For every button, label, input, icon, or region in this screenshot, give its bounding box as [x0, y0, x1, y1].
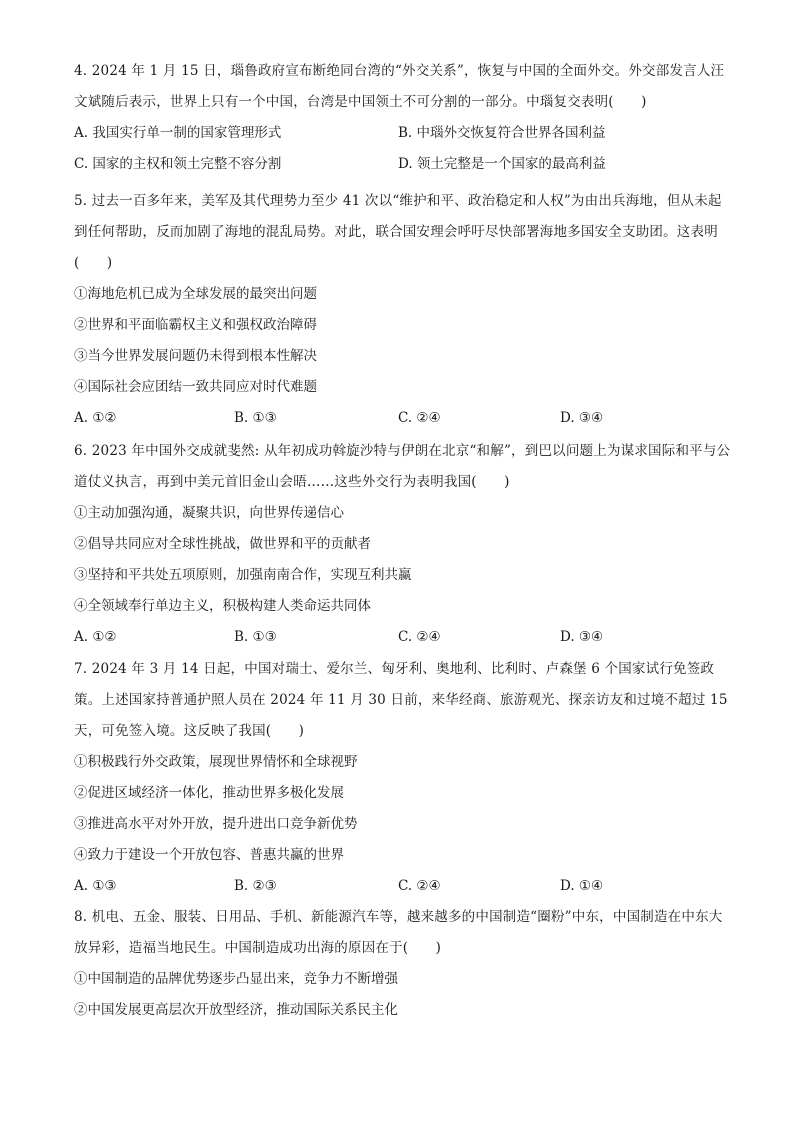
question-5-item-3: ③当今世界发展问题仍未得到根本性解决 — [74, 348, 317, 364]
question-4-option-b[interactable]: B. 中瑙外交恢复符合世界各国利益 — [398, 125, 606, 141]
question-5-item-4: ④国际社会应团结一致共同应对时代难题 — [74, 379, 317, 395]
question-7-item-2: ②促进区域经济一体化，推动世界多极化发展 — [74, 785, 344, 801]
question-8-item-2: ②中国发展更高层次开放型经济，推动国际关系民主化 — [74, 1002, 398, 1018]
question-7-options — [74, 871, 734, 902]
question-4 — [74, 56, 734, 180]
question-6-item-1: ①主动加强沟通，凝聚共识，向世界传递信心 — [74, 505, 344, 521]
question-7-option-c[interactable]: C. ②④ — [398, 878, 441, 894]
question-6-options — [74, 622, 734, 653]
question-4-options-row-1 — [74, 118, 734, 149]
question-5-option-a[interactable]: A. ①② — [74, 410, 117, 426]
question-7-option-d[interactable]: D. ①④ — [560, 878, 604, 894]
question-8 — [74, 902, 734, 1026]
question-7-item-3: ③推进高水平对外开放，提升进出口竞争新优势 — [74, 816, 358, 832]
question-4-option-d[interactable]: D. 领土完整是一个国家的最高利益 — [398, 156, 606, 172]
question-6-item-2: ②倡导共同应对全球性挑战，做世界和平的贡献者 — [74, 536, 371, 552]
question-5-item-2: ②世界和平面临霸权主义和强权政治障碍 — [74, 317, 317, 333]
question-6 — [74, 436, 734, 653]
question-5-options — [74, 403, 734, 434]
question-6-option-a[interactable]: A. ①② — [74, 629, 117, 645]
question-6-stem: 6. 2023 年中国外交成就斐然: 从年初成功斡旋沙特与伊朗在北京“和解”，到巴以问题上为谋求国际和平与公道仗义执言，再到中美元首旧金山会晤……这些外交行为表明我国( ) — [74, 443, 731, 490]
question-7-item-1: ①积极践行外交政策，展现世界情怀和全球视野 — [74, 754, 358, 770]
question-6-item-3: ③坚持和平共处五项原则，加强南南合作，实现互利共赢 — [74, 567, 412, 583]
question-7-option-b[interactable]: B. ②③ — [234, 878, 277, 894]
question-7 — [74, 654, 734, 902]
question-8-item-1: ①中国制造的品牌优势逐步凸显出来，竞争力不断增强 — [74, 971, 398, 987]
question-6-option-d[interactable]: D. ③④ — [560, 629, 604, 645]
question-5-option-d[interactable]: D. ③④ — [560, 410, 604, 426]
question-6-option-b[interactable]: B. ①③ — [234, 629, 277, 645]
question-7-item-4: ④致力于建设一个开放包容、普惠共赢的世界 — [74, 847, 344, 863]
question-5-option-c[interactable]: C. ②④ — [398, 410, 441, 426]
question-5-stem: 5. 过去一百多年来，美军及其代理势力至少 41 次以“维护和平、政治稳定和人权”为由出兵海地，但从未起到任何帮助，反而加剧了海地的混乱局势。对此，联合国安理会呼吁尽快部署海地多国安全支助团。这表明( ) — [74, 193, 722, 271]
question-5 — [74, 186, 734, 434]
question-8-stem: 8. 机电、五金、服装、日用品、手机、新能源汽车等，越来越多的中国制造“圈粉”中东，中国制造在中东大放异彩，造福当地民生。中国制造成功出海的原因在于( ) — [74, 909, 723, 956]
question-7-stem: 7. 2024 年 3 月 14 日起，中国对瑞士、爱尔兰、匈牙利、奥地利、比利时、卢森堡 6 个国家试行免签政策。上述国家持普通护照人员在 2024 年 11 月 30 日前，来华经商、旅游观光、探亲访友和过境不超过 15 天，可免签入境。这反映了我国( ) — [74, 661, 728, 739]
question-5-item-1: ①海地危机已成为全球发展的最突出问题 — [74, 286, 317, 302]
question-6-item-4: ④全领域奉行单边主义，积极构建人类命运共同体 — [74, 598, 371, 614]
question-6-option-c[interactable]: C. ②④ — [398, 629, 441, 645]
question-7-option-a[interactable]: A. ①③ — [74, 878, 117, 894]
question-4-options-row-2 — [74, 149, 734, 180]
question-4-option-a[interactable]: A. 我国实行单一制的国家管理形式 — [74, 125, 282, 141]
question-4-stem: 4. 2024 年 1 月 15 日，瑙鲁政府宣布断绝同台湾的“外交关系”，恢复与中国的全面外交。外交部发言人汪文斌随后表示，世界上只有一个中国，台湾是中国领土不可分割的一部分。中瑙复交表明( ) — [74, 63, 725, 110]
question-5-option-b[interactable]: B. ①③ — [234, 410, 277, 426]
question-4-option-c[interactable]: C. 国家的主权和领土完整不容分割 — [74, 156, 282, 172]
